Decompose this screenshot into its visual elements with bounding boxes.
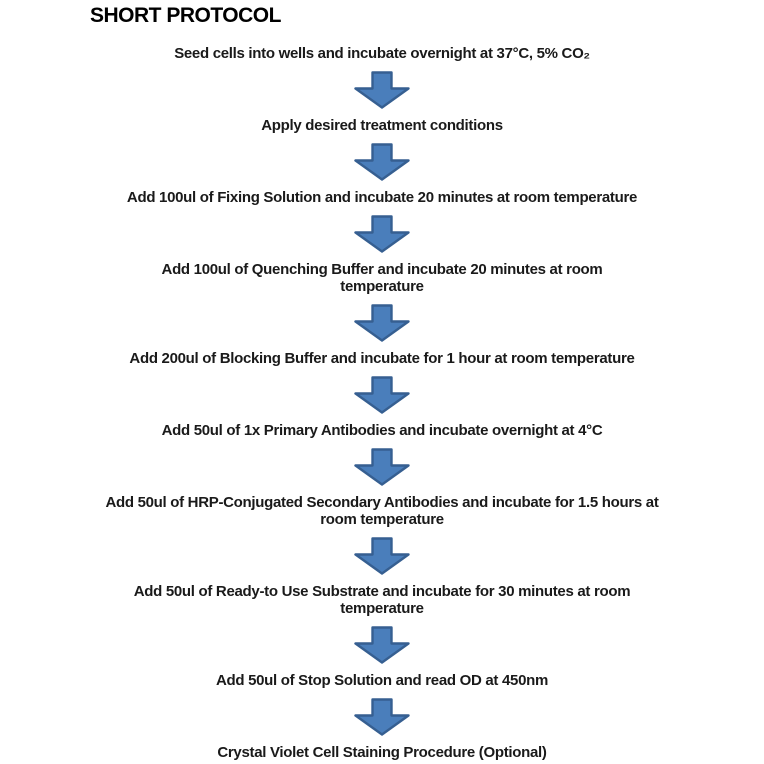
flow-step-10: Crystal Violet Cell Staining Procedure (Optional) bbox=[217, 744, 547, 761]
down-arrow-icon bbox=[354, 304, 410, 342]
flow-step-7: Add 50ul of HRP-Conjugated Secondary Antibodies and incubate for 1.5 hours at room temperature bbox=[105, 494, 659, 528]
down-arrow-icon bbox=[354, 71, 410, 109]
down-arrow-icon bbox=[354, 143, 410, 181]
flow-step-6: Add 50ul of 1x Primary Antibodies and incubate overnight at 4°C bbox=[161, 422, 603, 439]
down-arrow-icon bbox=[354, 376, 410, 414]
down-arrow-icon bbox=[354, 626, 410, 664]
down-arrow-icon bbox=[354, 698, 410, 736]
down-arrow-icon bbox=[354, 448, 410, 486]
down-arrow-icon bbox=[354, 215, 410, 253]
flow-step-3: Add 100ul of Fixing Solution and incubate 20 minutes at room temperature bbox=[126, 189, 638, 206]
down-arrow-icon bbox=[354, 537, 410, 575]
flow-step-8: Add 50ul of Ready-to Use Substrate and incubate for 30 minutes at room temperature bbox=[133, 583, 631, 617]
flow-step-2: Apply desired treatment conditions bbox=[261, 117, 503, 134]
protocol-flow bbox=[0, 45, 764, 761]
page-title: SHORT PROTOCOL bbox=[90, 4, 281, 27]
flow-step-1: Seed cells into wells and incubate overnight at 37°C, 5% CO₂ bbox=[174, 45, 590, 62]
flow-step-4: Add 100ul of Quenching Buffer and incubate 20 minutes at room temperature bbox=[161, 261, 603, 295]
flow-step-5: Add 200ul of Blocking Buffer and incubate for 1 hour at room temperature bbox=[129, 350, 635, 367]
flow-step-9: Add 50ul of Stop Solution and read OD at 450nm bbox=[215, 672, 549, 689]
